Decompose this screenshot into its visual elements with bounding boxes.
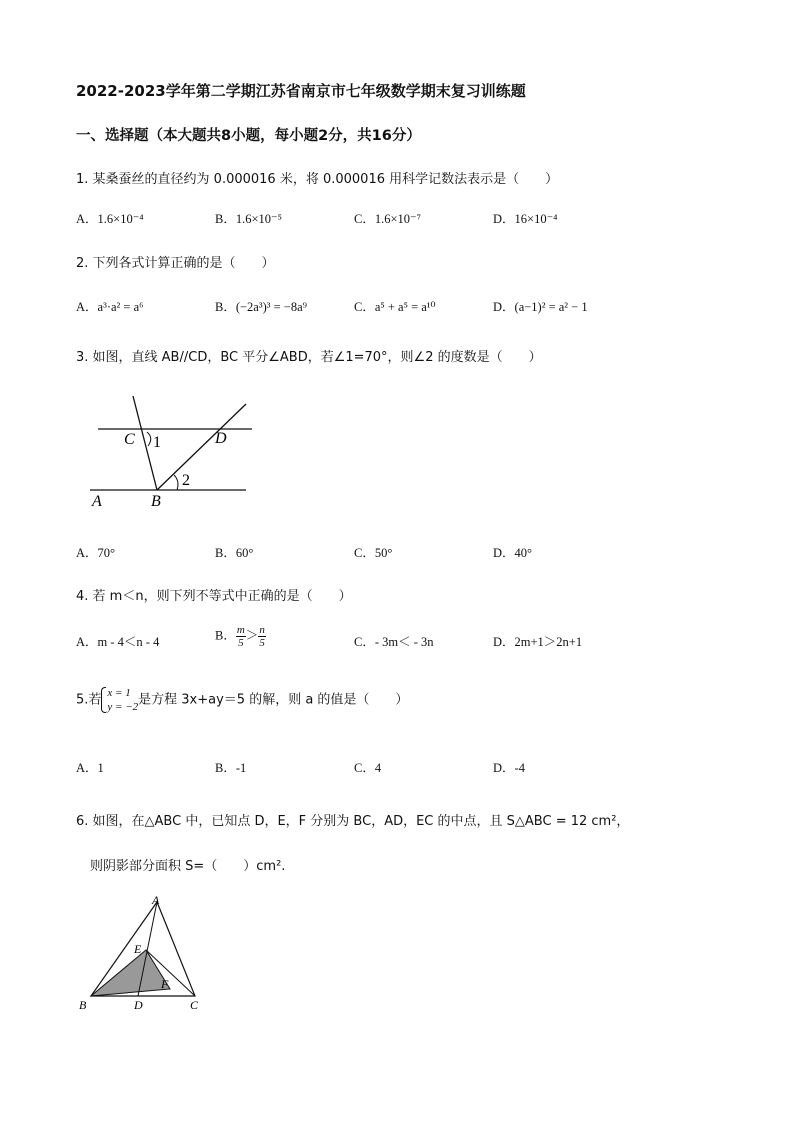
label-d: D: [134, 998, 143, 1012]
angle-1-arc: [147, 432, 151, 446]
label-e: E: [134, 942, 142, 956]
question-4-option-b: [215, 624, 266, 649]
equation-system: [101, 686, 138, 714]
label-d: D: [215, 430, 227, 447]
question-2-option-d: D．(a−1)² = a² − 1: [493, 300, 588, 314]
label-a: A: [92, 493, 102, 510]
question-5-option-a: A．1: [76, 761, 104, 775]
question-1-option-c: C．1.6×10⁻⁷: [354, 212, 421, 226]
greater-than-sign: ＞: [245, 628, 259, 643]
option-b-prefix: B．: [215, 628, 236, 643]
question-3-option-d: D．40°: [493, 546, 533, 560]
question-4-option-a: A．m - 4＜n - 4: [76, 635, 160, 649]
question-3-option-b: B．60°: [215, 546, 254, 560]
question-2-option-b: B．(−2a³)³ = −8a⁹: [215, 300, 308, 314]
question-3-figure: [84, 392, 264, 510]
question-4-option-d: D．2m+1＞2n+1: [493, 635, 583, 649]
angle-2-arc: [174, 475, 178, 490]
question-5-suffix: 是方程 3x+ay＝5 的解，则 a 的值是（ ）: [138, 692, 409, 708]
question-1-option-b: B．1.6×10⁻⁵: [215, 212, 282, 226]
label-c: C: [190, 998, 199, 1012]
question-3-option-a: A．70°: [76, 546, 116, 560]
fraction-n-over-5: $\frac{n}{5}$: [259, 624, 265, 649]
question-1-option-a: A．1.6×10⁻⁴: [76, 212, 144, 226]
section-heading: 一、选择题（本大题共8小题，每小题2分，共16分）: [76, 128, 421, 144]
label-a: A: [152, 893, 160, 907]
line-bd: [157, 404, 246, 490]
question-4-option-c: C．- 3m＜ - 3n: [354, 635, 434, 649]
label-b: B: [151, 493, 161, 510]
question-1-option-d: D．16×10⁻⁴: [493, 212, 558, 226]
question-5-prefix: 5.若: [76, 692, 102, 708]
question-2-option-c: C．a⁵ + a⁵ = a¹⁰: [354, 300, 436, 314]
shaded-triangle: [91, 950, 170, 996]
fraction-m-over-5: $\frac{m}{5}$: [236, 624, 245, 649]
question-2-stem: 2. 下列各式计算正确的是（ ）: [76, 256, 275, 271]
question-5-option-b: B．-1: [215, 761, 247, 775]
label-c: C: [124, 431, 135, 448]
page-title: 2022-2023学年第二学期江苏省南京市七年级数学期末复习训练题: [76, 82, 526, 100]
label-angle-1: 1: [153, 434, 161, 451]
label-b: B: [79, 998, 87, 1012]
question-3-stem: 3. 如图，直线 AB//CD，BC 平分∠ABD，若∠1=70°，则∠2 的度数是（ ）: [76, 350, 542, 365]
question-4-stem: 4. 若 m＜n，则下列不等式中正确的是（ ）: [76, 589, 352, 604]
question-6-figure: [72, 892, 212, 1014]
question-5-stem: [76, 686, 408, 714]
label-f: F: [161, 977, 169, 991]
label-angle-2: 2: [182, 472, 190, 489]
system-line-1: x = 1: [107, 687, 131, 699]
question-3-option-c: C．50°: [354, 546, 393, 560]
question-6-stem: 6. 如图，在△ABC 中，已知点 D，E，F 分别为 BC，AD，EC 的中点，且 S△ABC = 12 cm²，: [76, 814, 630, 829]
question-6-stem-continued: 则阴影部分面积 S=（ ）cm².: [90, 859, 286, 874]
question-2-option-a: A．a³·a² = a⁶: [76, 300, 144, 314]
system-line-2: y = −2: [107, 701, 139, 713]
question-5-option-d: D．-4: [493, 761, 525, 775]
question-1-stem: 1. 某桑蚕丝的直径约为 0.000016 米，将 0.000016 用科学记数法表示是（ ）: [76, 172, 559, 187]
question-5-option-c: C．4: [354, 761, 382, 775]
